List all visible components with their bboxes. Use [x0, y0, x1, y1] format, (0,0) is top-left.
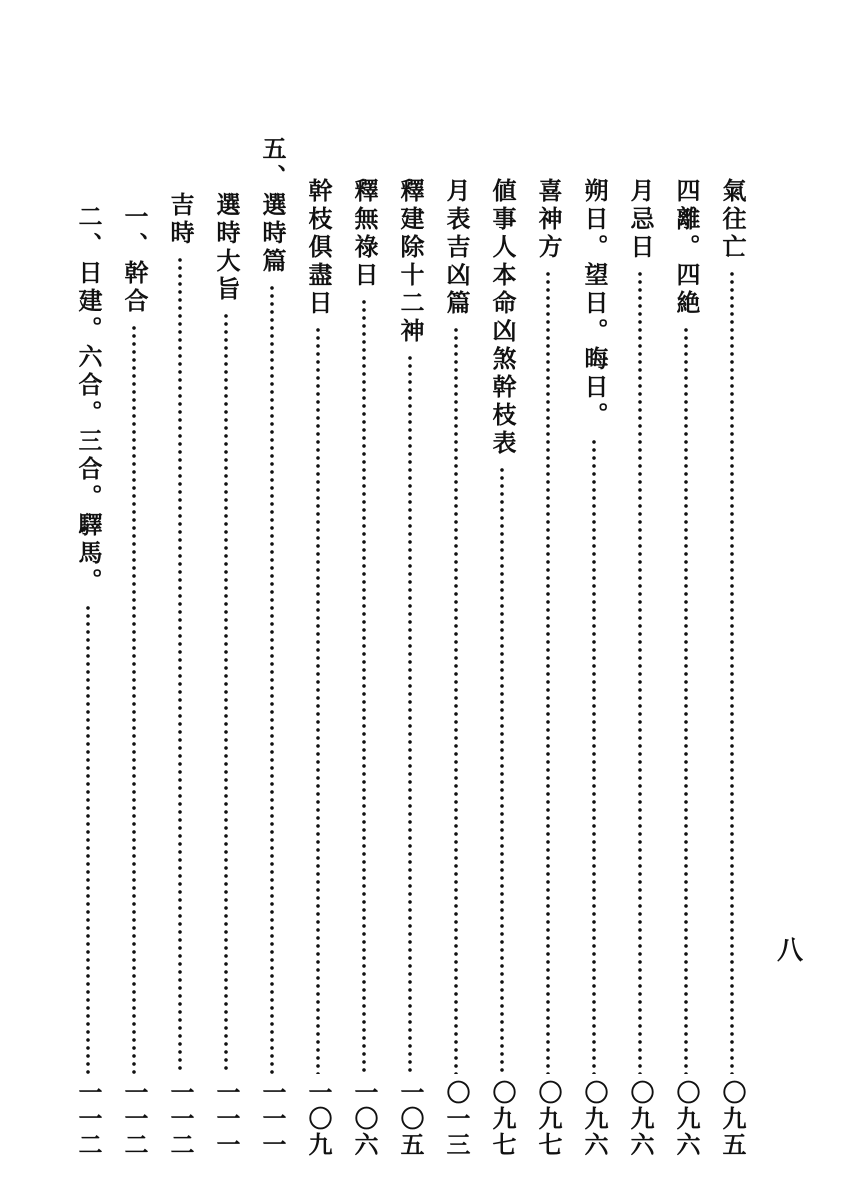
toc-entry-title: 一、幹合: [120, 204, 149, 316]
toc-entry-page: 一一一: [258, 1080, 287, 1158]
toc-entry: [576, 178, 612, 1158]
toc-entry: [392, 178, 428, 1158]
toc-entry-title: 釋建除十二神: [396, 178, 425, 346]
dot-leader: [592, 438, 596, 1074]
dot-leader: [638, 270, 642, 1074]
toc-entry-page: 一一一: [212, 1080, 241, 1158]
toc-entry-title: 値事人本命凶煞幹枝表: [488, 178, 517, 458]
toc-entry-page: 〇九七: [488, 1080, 517, 1158]
toc-entry-title: 月忌日: [626, 178, 655, 262]
toc-entry: [70, 204, 106, 1158]
toc-entry-title: 月表吉凶篇: [442, 178, 471, 318]
toc-entry-title: 幹枝俱盡日: [304, 178, 333, 318]
toc-entry-title: 釋無祿日: [350, 178, 379, 290]
dot-leader: [454, 326, 458, 1074]
toc-entry-page: 〇九六: [626, 1080, 655, 1158]
toc-entry: [668, 178, 704, 1158]
toc-entry-page: 〇九六: [580, 1080, 609, 1158]
toc-entry-title: 喜神方: [534, 178, 563, 262]
toc-entry: [116, 204, 152, 1158]
toc-entry: [484, 178, 520, 1158]
toc-entry: [346, 178, 382, 1158]
toc-entry-title: 選時大旨: [212, 192, 241, 304]
toc-entry-title: 五、選時篇: [258, 136, 287, 276]
toc-entry-title: 朔日。望日。晦日。: [580, 178, 609, 430]
dot-leader: [316, 326, 320, 1074]
dot-leader: [408, 354, 412, 1074]
toc-entry-page: 〇一三: [442, 1080, 471, 1158]
dot-leader: [224, 312, 228, 1074]
dot-leader: [500, 466, 504, 1074]
toc-entry-page: 一一二: [120, 1080, 149, 1158]
toc-entry-page: 一〇九: [304, 1080, 333, 1158]
toc-entry-page: 〇九七: [534, 1080, 563, 1158]
folio-page-number: 八: [776, 936, 803, 966]
toc-entry-title: 吉時: [166, 192, 195, 248]
toc-entry-page: 〇九六: [672, 1080, 701, 1158]
toc-entry: [300, 178, 336, 1158]
toc-entry: [438, 178, 474, 1158]
dot-leader: [270, 284, 274, 1074]
toc-entry-page: 一〇五: [396, 1080, 425, 1158]
toc-entry: [714, 178, 750, 1158]
toc-entry: [530, 178, 566, 1158]
toc-entry-page: 一一二: [74, 1080, 103, 1158]
dot-leader: [132, 324, 136, 1074]
dot-leader: [546, 270, 550, 1074]
toc-entry-title: 四離。四絶: [672, 178, 701, 318]
toc-section-heading: [254, 136, 290, 1158]
dot-leader: [362, 298, 366, 1074]
toc-entry-title: 氣往亡: [718, 178, 747, 262]
dot-leader: [684, 326, 688, 1074]
toc-entry-page: 一一二: [166, 1080, 195, 1158]
toc-entry-page: 〇九五: [718, 1080, 747, 1158]
dot-leader: [86, 604, 90, 1074]
toc-entry: [208, 192, 244, 1158]
toc-entry-title: 二、日建。六合。三合。驛馬。: [74, 204, 103, 596]
dot-leader: [178, 256, 182, 1074]
dot-leader: [730, 270, 734, 1074]
toc-entry-page: 一〇六: [350, 1080, 379, 1158]
toc-entry: [622, 178, 658, 1158]
toc-entry: [162, 192, 198, 1158]
